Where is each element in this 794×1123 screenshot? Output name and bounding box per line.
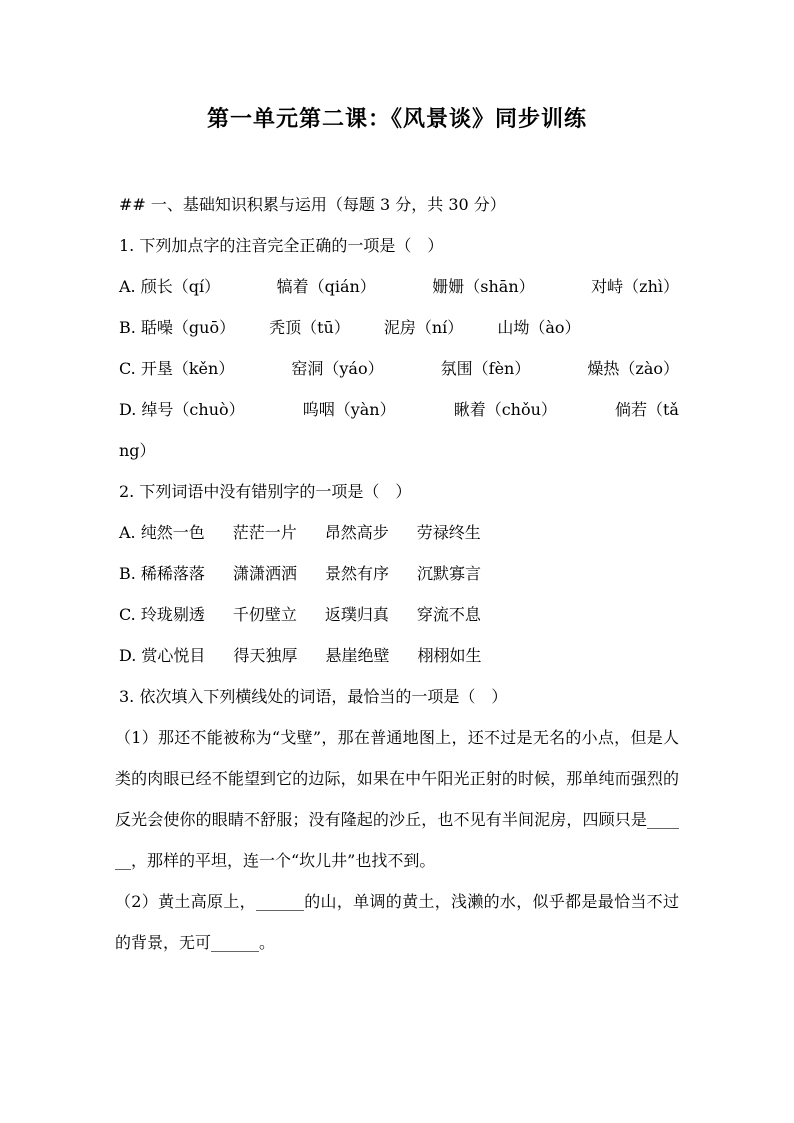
option-item: 呜咽（yàn） [302, 400, 396, 419]
question-3-stem: 3. 依次填入下列横线处的词语，最恰当的一项是（ ） [119, 687, 508, 706]
option-item: 穿流不息 [416, 605, 481, 624]
question-1-option-d-continued: ng） [119, 441, 156, 460]
option-item: 瞅着（chǒu） [453, 400, 557, 419]
option-item: 泥房（ní） [383, 318, 464, 337]
question-2-option-c [119, 594, 679, 635]
option-item: 千仞壁立 [232, 605, 297, 624]
option-item: 悬崖绝壁 [325, 646, 390, 665]
question-1-option-b [119, 307, 679, 348]
option-item: 倘若（tǎ [614, 400, 679, 419]
option-item: C. 玲珑剔透 [119, 605, 205, 624]
question-2-option-b [119, 553, 679, 594]
option-item: 昂然高步 [324, 523, 389, 542]
option-item: 氛围（fèn） [440, 359, 531, 378]
option-item: 燥热（zào） [587, 359, 679, 378]
option-item: 犒着（qián） [276, 277, 376, 296]
section-heading: ## 一、基础知识积累与运用（每题 3 分，共 30 分） [119, 195, 506, 214]
option-item: D. 赏心悦目 [119, 646, 206, 665]
option-item: 栩栩如生 [417, 646, 482, 665]
option-item: A. 纯然一色 [119, 523, 205, 542]
question-2-stem: 2. 下列词语中没有错别字的一项是（ ） [119, 482, 412, 501]
option-item: A. 颀长（qí） [119, 277, 221, 296]
question-1-option-a [119, 266, 679, 307]
option-item: 潇潇洒洒 [232, 564, 297, 583]
question-1-option-d [119, 389, 679, 430]
option-item: 对峙（zhì） [591, 277, 679, 296]
option-item: 景然有序 [324, 564, 389, 583]
option-item: 姗姗（shān） [432, 277, 535, 296]
question-2-option-a [119, 512, 679, 553]
question-1-option-c [119, 348, 679, 389]
option-item: 茫茫一片 [232, 523, 297, 542]
question-2-option-d [119, 635, 679, 676]
option-item: B. 聒噪（guō） [119, 318, 236, 337]
option-item: 秃顶（tū） [269, 318, 350, 337]
option-item: C. 开垦（kěn） [119, 359, 235, 378]
option-item: 返璞归真 [324, 605, 389, 624]
option-item: 沉默寡言 [416, 564, 481, 583]
option-item: 山坳（ào） [497, 318, 581, 337]
option-item: 窑洞（yáo） [291, 359, 384, 378]
option-item: B. 稀稀落落 [119, 564, 205, 583]
option-item: 得天独厚 [233, 646, 298, 665]
option-item: 劳禄终生 [416, 523, 481, 542]
page-title: 第一单元第二课：《风景谈》同步训练 [206, 107, 587, 132]
option-item: D. 绰号（chuò） [119, 400, 245, 419]
question-3-paragraph-1: （1）那还不能被称为“戈壁”，那在普通地图上，还不过是无名的小点，但是人类的肉眼已经不能望到它的边际，如果在中午阳光正射的时候，那单纯而强烈的反光会使你的眼睛不舒服；没有隆起的沙丘，也不见有半间泥房，四顾只是______，那样的平坦，连一个“坎儿井”也找不到。 [115, 728, 679, 870]
question-3-paragraph-2: （2）黄土高原上，______的山，单调的黄土，浅濑的水，似乎都是最恰当不过的背景，无可______。 [115, 892, 679, 952]
question-1-stem: 1. 下列加点字的注音完全正确的一项是（ ） [119, 236, 444, 255]
document-body [115, 184, 679, 963]
